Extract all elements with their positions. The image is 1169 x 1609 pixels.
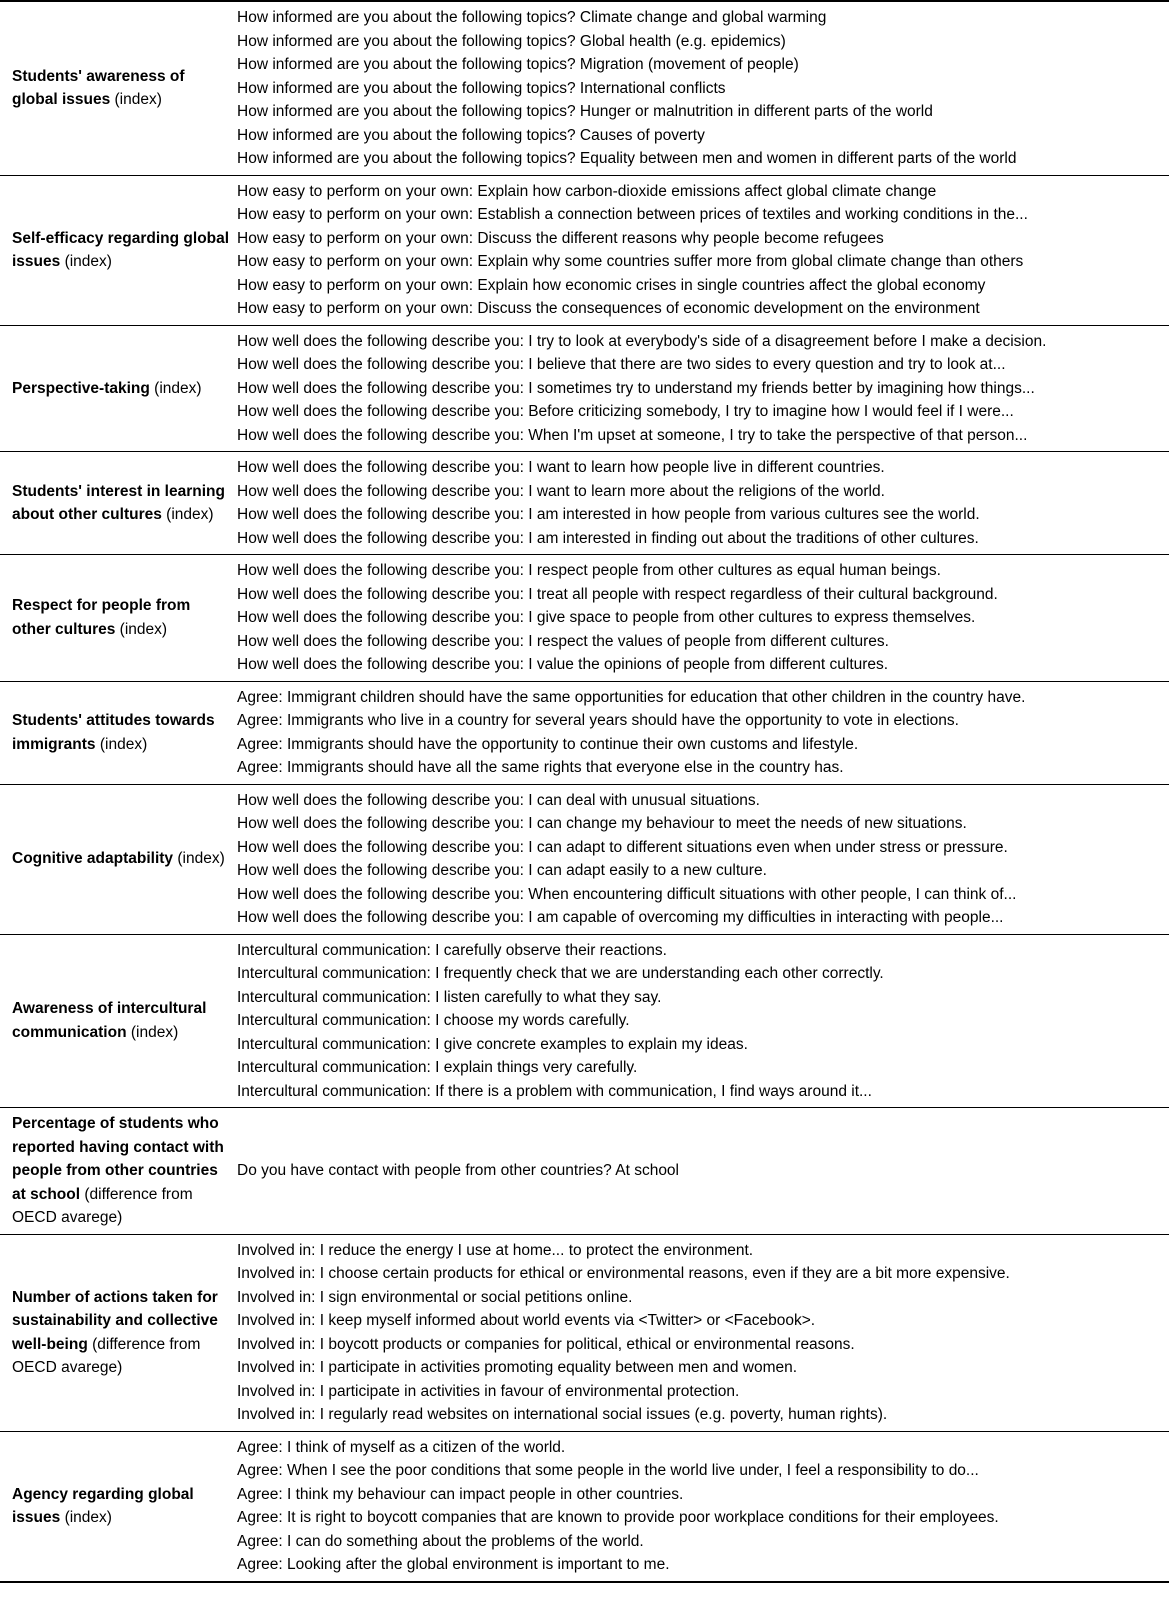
index-name: Percentage of students who reported having contact with people from other countries at school bbox=[12, 1115, 224, 1203]
index-name: Self-efficacy regarding global issues bbox=[12, 229, 230, 270]
questionnaire-item: Intercultural communication: I give concrete examples to explain my ideas. bbox=[237, 1035, 748, 1053]
questionnaire-item: How informed are you about the following topics? Migration (movement of people) bbox=[237, 56, 799, 73]
index-qualifier: (index) bbox=[154, 379, 202, 397]
table-row bbox=[0, 176, 1169, 326]
index-label bbox=[0, 65, 237, 112]
questionnaire-item: Intercultural communication: I listen carefully to what they say. bbox=[237, 988, 662, 1006]
questionnaire-item: Agree: I think of myself as a citizen of the world. bbox=[237, 1438, 566, 1456]
table-row bbox=[0, 452, 1169, 555]
questionnaire-item: Agree: I can do something about the problems of the world. bbox=[237, 1532, 644, 1550]
item-list bbox=[237, 789, 1169, 930]
questionnaire-item: Intercultural communication: I frequently check that we are understanding each other correctly. bbox=[237, 965, 884, 982]
table-row bbox=[0, 2, 1169, 176]
questionnaire-item: Agree: I think my behaviour can impact people in other countries. bbox=[237, 1485, 684, 1503]
index-name: Agency regarding global issues bbox=[12, 1485, 194, 1526]
table-row bbox=[0, 1108, 1169, 1235]
questionnaire-item: How easy to perform on your own: Explain how carbon-dioxide emissions affect global climate change bbox=[237, 182, 937, 200]
index-name: Cognitive adaptability bbox=[12, 850, 174, 868]
questionnaire-item: How well does the following describe you: When encountering difficult situations with other people, I can think of... bbox=[237, 885, 1017, 903]
questionnaire-item: Involved in: I participate in activities in favour of environmental protection. bbox=[237, 1382, 740, 1400]
questionnaire-item: Involved in: I choose certain products for ethical or environmental reasons, even if they are a bit more expensive. bbox=[237, 1265, 1010, 1282]
questionnaire-item: How well does the following describe you: Before criticizing somebody, I try to imagine how I would feel if I were... bbox=[237, 403, 1014, 420]
questionnaire-item: How easy to perform on your own: Discuss the different reasons why people become refugees bbox=[237, 229, 884, 247]
item-list bbox=[237, 559, 1169, 677]
index-label bbox=[0, 997, 237, 1044]
index-name: Students' awareness of global issues bbox=[12, 67, 185, 109]
questionnaire-item: Do you have contact with people from other countries? At school bbox=[237, 1162, 679, 1179]
questionnaire-item: Involved in: I reduce the energy I use at home... to protect the environment. bbox=[237, 1241, 754, 1259]
questionnaire-item: How well does the following describe you: I want to learn more about the religions of the world. bbox=[237, 482, 885, 500]
item-list bbox=[237, 180, 1169, 321]
index-qualifier: (index) bbox=[166, 506, 214, 523]
index-label bbox=[0, 847, 237, 871]
questionnaire-item: How well does the following describe you: I give space to people from other cultures to express themselves. bbox=[237, 609, 976, 626]
item-list bbox=[237, 686, 1169, 780]
questionnaire-item: How well does the following describe you: I can adapt to different situations even when under stress or pressure. bbox=[237, 838, 1008, 856]
index-qualifier: (index) bbox=[130, 1023, 179, 1041]
index-qualifier: (index) bbox=[99, 735, 148, 753]
questionnaire-item: How well does the following describe you: I try to look at everybody's side of a disagreement before I make a decision. bbox=[237, 332, 1047, 350]
item-list bbox=[237, 1159, 1169, 1183]
questionnaire-item: How well does the following describe you: I sometimes try to understand my friends better by imagining how things... bbox=[237, 379, 1035, 397]
questionnaire-item: Intercultural communication: I choose my words carefully. bbox=[237, 1012, 630, 1029]
questionnaire-item: Involved in: I participate in activities promoting equality between men and women. bbox=[237, 1359, 798, 1376]
index-name: Students' attitudes towards immigrants bbox=[12, 712, 215, 753]
questionnaire-item: Agree: Immigrant children should have the same opportunities for education that other children in the country have. bbox=[237, 688, 1026, 706]
index-name: Students' interest in learning about other cultures bbox=[12, 482, 225, 523]
index-label bbox=[0, 480, 237, 527]
questionnaire-item: How well does the following describe you: I am interested in how people from various cultures see the world. bbox=[237, 506, 980, 523]
index-name: Perspective-taking bbox=[12, 379, 150, 397]
questionnaire-item: How informed are you about the following topics? Global health (e.g. epidemics) bbox=[237, 32, 786, 50]
questionnaire-item: How well does the following describe you: I can change my behaviour to meet the needs of new situations. bbox=[237, 815, 967, 832]
index-qualifier: (difference from OECD avarege) bbox=[12, 1335, 201, 1376]
index-qualifier: (index) bbox=[64, 1509, 112, 1526]
index-label bbox=[0, 594, 237, 641]
questionnaire-item: Involved in: I keep myself informed about world events via <Twitter> or <Facebook>. bbox=[237, 1312, 816, 1329]
questionnaire-item: How informed are you about the following topics? Hunger or malnutrition in different parts of the world bbox=[237, 103, 933, 120]
table-row bbox=[0, 1432, 1169, 1581]
index-qualifier: (index) bbox=[114, 91, 162, 109]
index-name: Number of actions taken for sustainability and collective well-being bbox=[12, 1288, 218, 1353]
questionnaire-item: How well does the following describe you: I can deal with unusual situations. bbox=[237, 791, 760, 809]
item-list bbox=[237, 456, 1169, 550]
item-list bbox=[237, 6, 1169, 171]
questionnaire-item: How well does the following describe you: I want to learn how people live in different countries. bbox=[237, 459, 885, 476]
questionnaire-item: How well does the following describe you: I respect people from other cultures as equal human beings. bbox=[237, 562, 941, 579]
item-list bbox=[237, 1239, 1169, 1427]
item-list bbox=[237, 939, 1169, 1104]
questionnaire-item: How informed are you about the following topics? Equality between men and women in different parts of the world bbox=[237, 150, 1017, 167]
table-row bbox=[0, 326, 1169, 453]
questionnaire-item: Agree: Looking after the global environment is important to me. bbox=[237, 1556, 670, 1573]
table-row bbox=[0, 935, 1169, 1109]
index-name: Awareness of intercultural communication bbox=[12, 1000, 207, 1041]
questionnaire-item: Intercultural communication: If there is a problem with communication, I find ways around it... bbox=[237, 1082, 872, 1100]
questionnaire-item: How easy to perform on your own: Explain why some countries suffer more from global climate change than others bbox=[237, 253, 1024, 270]
item-list bbox=[237, 330, 1169, 448]
questionnaire-item: Involved in: I boycott products or companies for political, ethical or environmental reasons. bbox=[237, 1335, 855, 1353]
questionnaire-item: Involved in: I sign environmental or social petitions online. bbox=[237, 1288, 633, 1306]
questionnaire-item: How well does the following describe you: I value the opinions of people from different cultures. bbox=[237, 656, 889, 673]
questionnaire-item: How well does the following describe you: I treat all people with respect regardless of their cultural background. bbox=[237, 585, 998, 603]
questionnaire-item: How easy to perform on your own: Discuss the consequences of economic development on the environment bbox=[237, 300, 980, 317]
index-label bbox=[0, 1112, 237, 1230]
questionnaire-item: Agree: Immigrants should have the opportunity to continue their own customs and lifestyle. bbox=[237, 735, 859, 753]
item-list bbox=[237, 1436, 1169, 1577]
index-qualifier: (index) bbox=[119, 620, 168, 638]
questionnaire-item: How well does the following describe you: I respect the values of people from different cultures. bbox=[237, 632, 889, 650]
table-row bbox=[0, 1235, 1169, 1432]
table-row bbox=[0, 785, 1169, 935]
index-label bbox=[0, 227, 237, 274]
questionnaire-item: How informed are you about the following topics? Causes of poverty bbox=[237, 126, 705, 144]
questionnaire-item: Agree: When I see the poor conditions that some people in the world live under, I feel a responsibility to do... bbox=[237, 1462, 979, 1479]
questionnaire-item: Agree: Immigrants who live in a country for several years should have the opportunity to vote in elections. bbox=[237, 712, 959, 729]
questionnaire-item: Agree: It is right to boycott companies that are known to provide poor workplace conditions for their employees. bbox=[237, 1509, 999, 1526]
questionnaire-item: How well does the following describe you: I am capable of overcoming my difficulties in interacting with people... bbox=[237, 909, 1004, 926]
table-row bbox=[0, 555, 1169, 682]
questionnaire-item: How well does the following describe you: When I'm upset at someone, I try to take the perspective of that person... bbox=[237, 426, 1028, 444]
questionnaire-item: Intercultural communication: I carefully observe their reactions. bbox=[237, 941, 667, 959]
questionnaire-item: How easy to perform on your own: Establish a connection between prices of textiles and working conditions in the... bbox=[237, 206, 1028, 223]
index-label bbox=[0, 377, 237, 401]
questionnaire-item: How well does the following describe you: I can adapt easily to a new culture. bbox=[237, 862, 767, 879]
questionnaire-item: Intercultural communication: I explain things very carefully. bbox=[237, 1059, 638, 1076]
questionnaire-item: How easy to perform on your own: Explain how economic crises in single countries affect the global economy bbox=[237, 276, 986, 294]
index-name: Respect for people from other cultures bbox=[12, 597, 191, 638]
index-qualifier: (index) bbox=[64, 253, 112, 270]
index-qualifier: (index) bbox=[177, 850, 225, 868]
questionnaire-item: How well does the following describe you: I am interested in finding out about the traditions of other cultures. bbox=[237, 529, 979, 547]
questionnaire-item: How informed are you about the following topics? International conflicts bbox=[237, 79, 726, 97]
index-label bbox=[0, 1483, 237, 1530]
index-label bbox=[0, 1286, 237, 1380]
questionnaire-item: How informed are you about the following topics? Climate change and global warming bbox=[237, 9, 827, 26]
table-row bbox=[0, 682, 1169, 785]
index-qualifier: (difference from OECD avarege) bbox=[12, 1185, 193, 1226]
questionnaire-item: How well does the following describe you: I believe that there are two sides to every question and try to look at... bbox=[237, 356, 1006, 373]
index-label bbox=[0, 709, 237, 756]
questionnaire-item: Involved in: I regularly read websites on international social issues (e.g. poverty, human rights). bbox=[237, 1406, 888, 1423]
questionnaire-item: Agree: Immigrants should have all the same rights that everyone else in the country has. bbox=[237, 759, 844, 776]
